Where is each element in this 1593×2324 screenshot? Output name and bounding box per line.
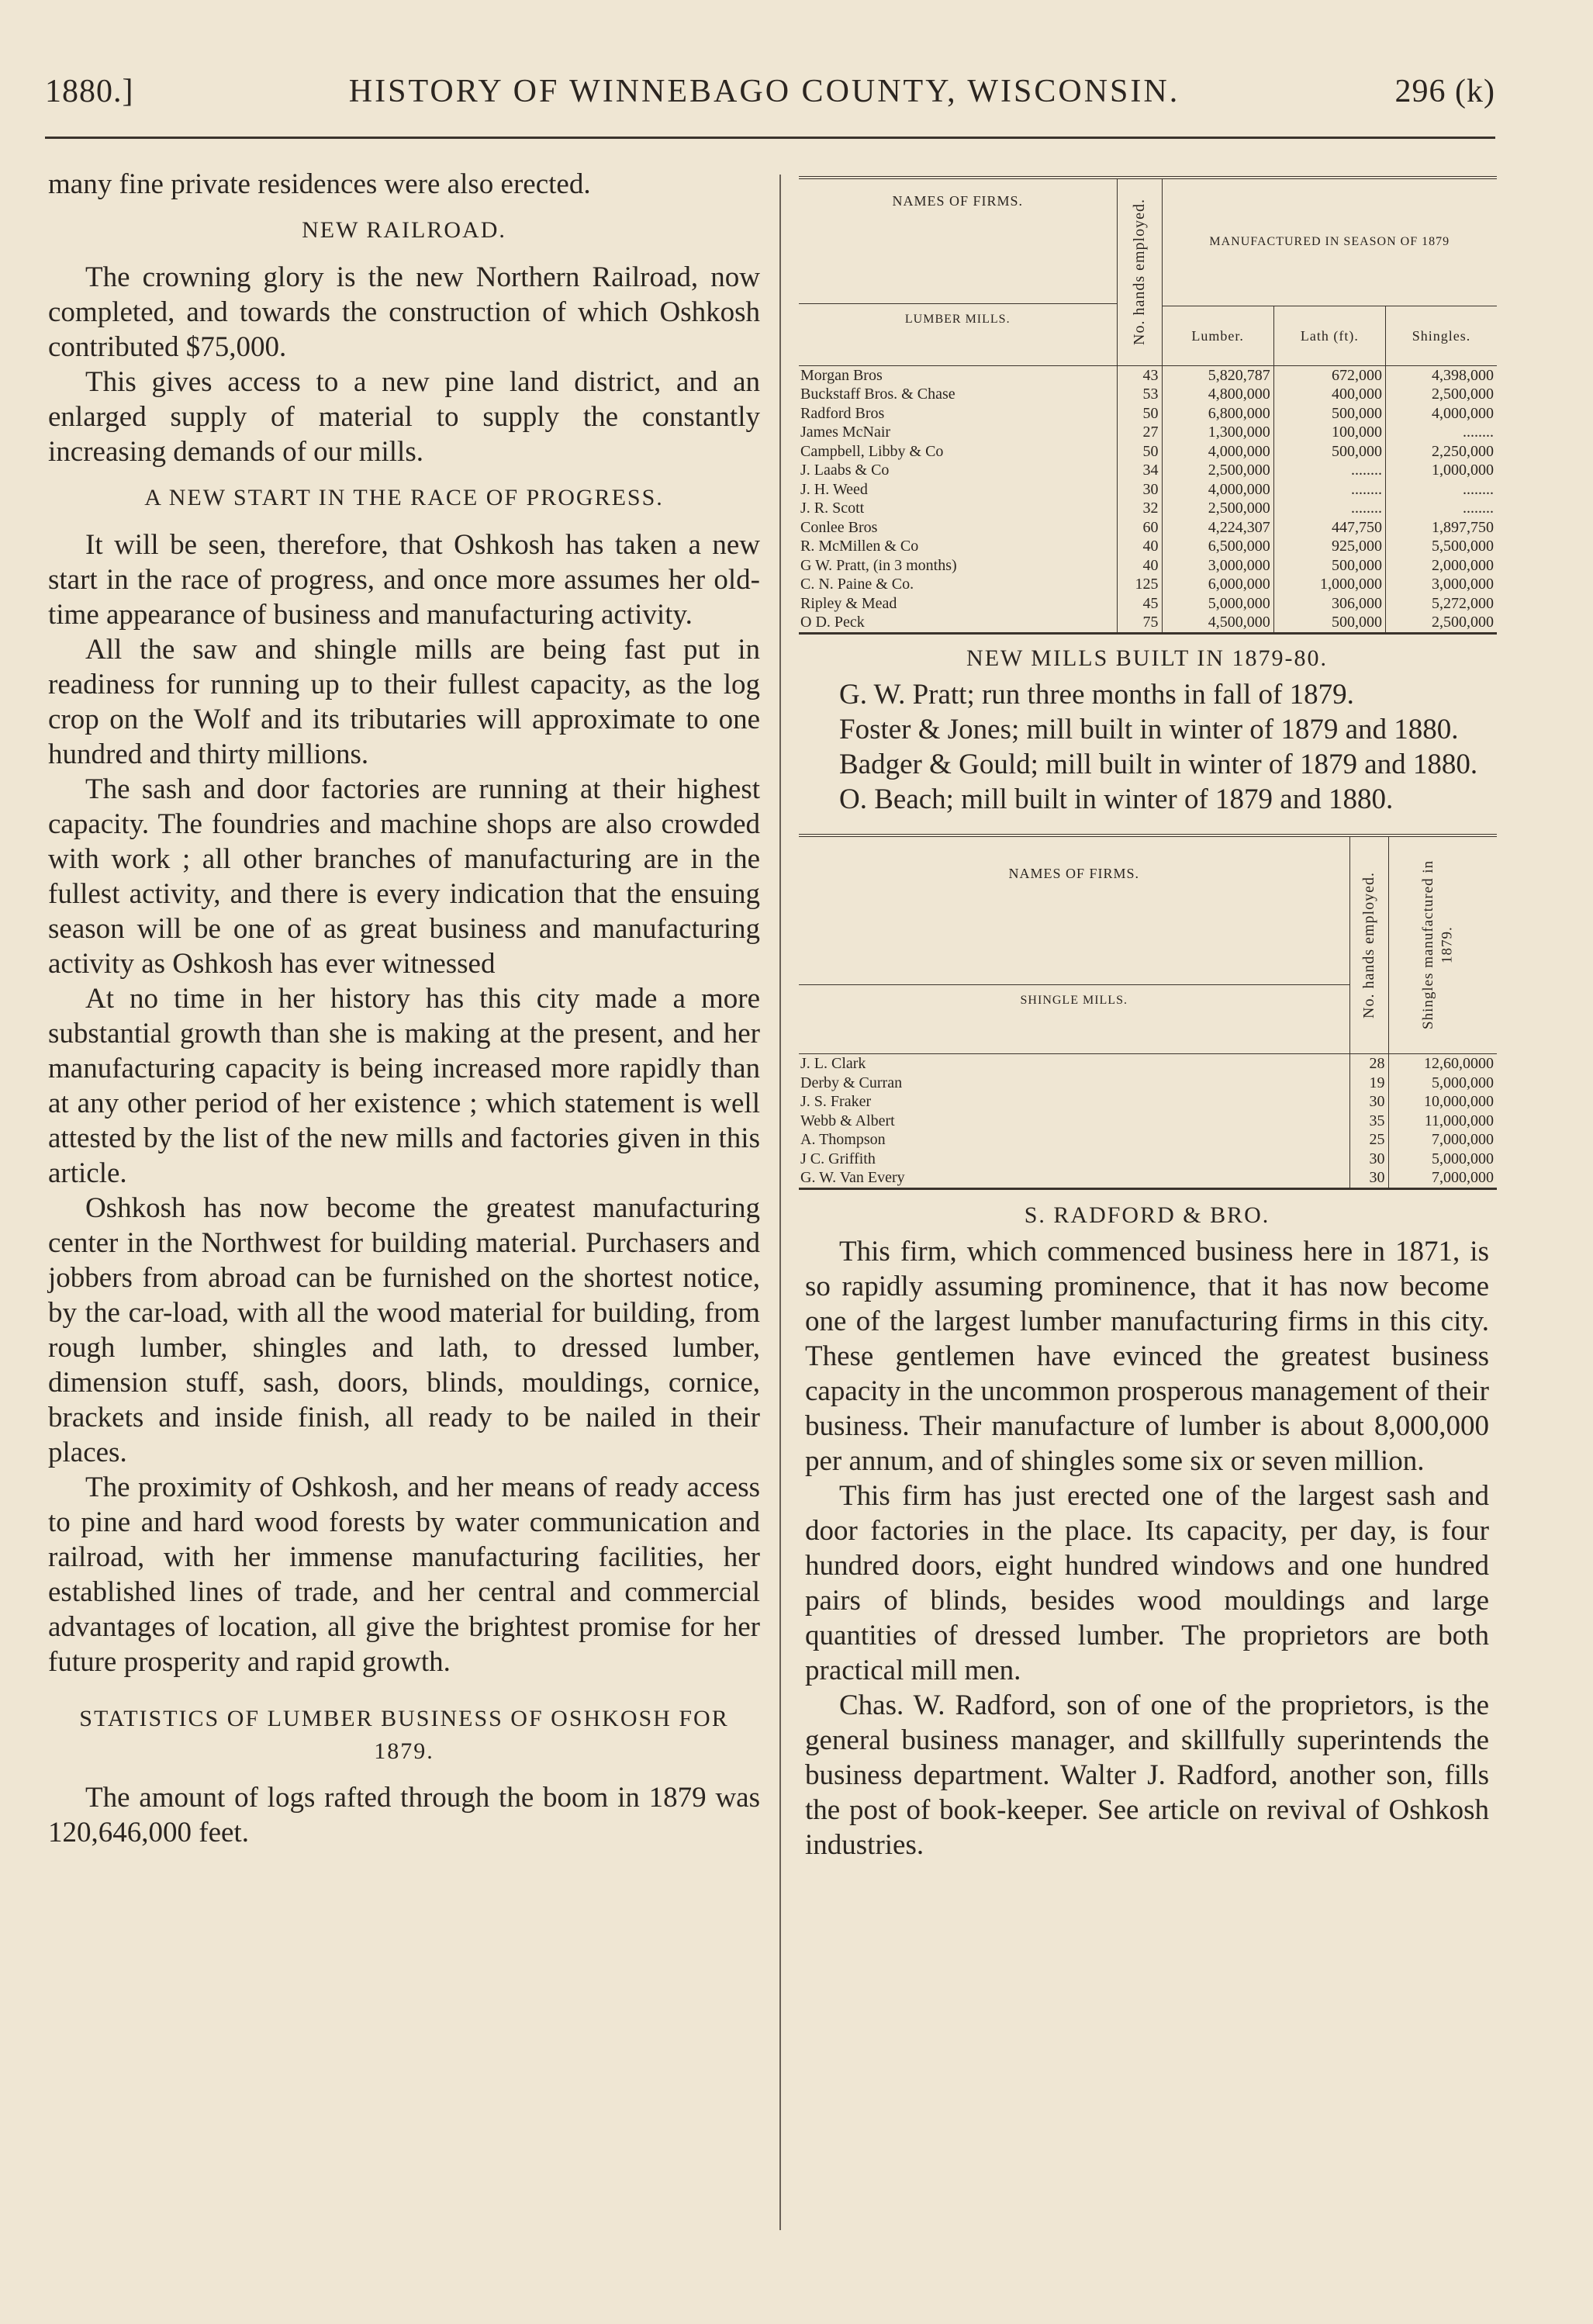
shingle-mills-table [799,834,1497,1190]
paragraph: Oshkosh has now become the greatest manufacturing center in the Northwest for building material. Purchasers and jobbers from abroad can be furnished on the shortest notice, by the car-load, with all the wood material for building, from rough lumber, shingles and lath, to dressed lumber, dimension stuff, sash, doors, blinds, mouldings, cornice, brackets and inside finish, all ready to be nailed in their places. [48,1192,760,1468]
lath-cell: ........ [1273,461,1385,480]
shingles-cell: 1,897,750 [1386,518,1497,538]
lumber-cell: 2,500,000 [1162,461,1273,480]
lumber-cell: 4,000,000 [1162,442,1273,462]
shingle-firm-cell: J. L. Clark [800,1055,866,1072]
shingle-firm-cell: J C. Griffith [800,1150,876,1167]
heading-new-mills: NEW MILLS BUILT IN 1879-80. [966,645,1328,671]
lumber-cell: 5,820,787 [1162,365,1273,385]
lumber-cell: 1,300,000 [1162,423,1273,442]
lumber-firm-cell: James McNair [800,424,891,441]
shingles-cell: 2,000,000 [1386,556,1497,576]
heading-statistics: STATISTICS OF LUMBER BUSINESS OF OSHKOSH FOR 1879. [79,1706,729,1764]
hands-cell: 27 [1117,423,1162,442]
paragraph: Badger & Gould; mill built in winter of 1879 and 1880. [839,748,1478,780]
hands-cell: 30 [1349,1150,1388,1169]
lath-cell: 500,000 [1273,404,1385,424]
table-row [799,423,1497,442]
hands-cell: 25 [1349,1130,1388,1150]
table-row [799,365,1497,385]
table-row [799,461,1497,480]
shingles-cell: 2,500,000 [1386,385,1497,404]
shingles-header: Shingles manufactured in 1879. [1420,860,1456,1030]
shingles-cell: 5,500,000 [1386,537,1497,556]
lumber-cell: 4,500,000 [1162,613,1273,632]
lumber-mills-table [799,176,1497,635]
lumber-firm-cell: Radford Bros [800,404,885,422]
lumber-cell: 4,000,000 [1162,480,1273,500]
shingles-cell: 5,000,000 [1388,1150,1497,1169]
lumber-firm-cell: Conlee Bros [800,518,878,536]
shingles-cell: 5,000,000 [1388,1074,1497,1093]
paragraph: At no time in her history has this city made a more substantial growth than she is making at the present, and her manufacturing capacity is being increased more rapidly than at any other period of her existence ; which statement is well attested by the list of the new mills and factories given in this article. [48,983,760,1189]
paragraph: It will be seen, therefore, that Oshkosh has taken a new start in the race of progress, and once more assumes her old-time appearance of business and manufacturing activity. [48,529,760,631]
table-row [799,594,1497,614]
table-row [799,404,1497,424]
paragraph: All the saw and shingle mills are being fast put in readiness for running up to their fullest capacity, as the log crop on the Wolf and its tributaries will approximate to one hundred and thirty millions. [48,634,760,770]
lumber-cell: 4,800,000 [1162,385,1273,404]
shingle-mills-subheader: SHINGLE MILLS. [799,984,1349,1011]
right-column [799,167,1497,1862]
shingles-cell: ........ [1386,499,1497,518]
hands-cell: 28 [1349,1054,1388,1074]
shingles-cell: 10,000,000 [1388,1092,1497,1112]
lath-cell: 447,750 [1273,518,1385,538]
table-row [799,1150,1497,1169]
shingle-firm-cell: J. S. Fraker [800,1093,872,1110]
lath-cell: 306,000 [1273,594,1385,614]
table-row [799,537,1497,556]
hands-cell: 43 [1117,365,1162,385]
table-row [799,1112,1497,1131]
lumber-firm-cell: Buckstaff Bros. & Chase [800,386,955,403]
shingle-firm-cell: G. W. Van Every [800,1169,905,1186]
table-row [799,1074,1497,1093]
table-row [799,480,1497,500]
lumber-mills-subheader: LUMBER MILLS. [799,303,1117,330]
lumber-firm-cell: C. N. Paine & Co. [800,576,914,593]
hands-cell: 125 [1117,575,1162,594]
paragraph: G. W. Pratt; run three months in fall of 1879. [839,678,1354,711]
paragraph: The amount of logs rafted through the boom in 1879 was 120,646,000 feet. [48,1782,760,1848]
lath-cell: 400,000 [1273,385,1385,404]
hands-cell: 50 [1117,404,1162,424]
header-rule [45,137,1495,139]
paragraph: This gives access to a new pine land district, and an enlarged supply of material to supply the constantly increasing demands of our mills. [48,366,760,468]
hands-cell: 32 [1117,499,1162,518]
hands-cell: 40 [1117,537,1162,556]
hands-cell: 45 [1117,594,1162,614]
hands-cell: 60 [1117,518,1162,538]
shingle-firm-cell: A. Thompson [800,1131,886,1148]
table-row [799,613,1497,632]
shingles-cell: 1,000,000 [1386,461,1497,480]
lumber-cell: 4,224,307 [1162,518,1273,538]
heading-new-start: A NEW START IN THE RACE OF PROGRESS. [144,485,664,510]
new-mills-section [799,641,1497,817]
paragraph: The sash and door factories are running at their highest capacity. The foundries and machine shops are also crowded with work ; all other branches of manufacturing are in the fullest activity, and there is every indication that the ensuing season will be one of as great business and manufacturing activity as Oshkosh has ever witnessed [48,773,760,980]
shingles-cell: 5,272,000 [1386,594,1497,614]
page-number: 296 (k) [1394,74,1495,109]
shingle-firm-cell: Webb & Albert [800,1112,895,1129]
header-title: HISTORY OF WINNEBAGO COUNTY, WISCONSIN. [348,74,1180,109]
table-row [799,499,1497,518]
col-lath: Lath (ft). [1273,306,1385,365]
table-row [799,556,1497,576]
paragraph: Chas. W. Radford, son of one of the proprietors, is the general business manager, and skillfully superintends the business department. Walter J. Radford, another son, fills the post of book-keeper. See article on revival of Oshkosh industries. [805,1689,1489,1861]
table-row [799,1054,1497,1074]
lumber-firm-cell: Morgan Bros [800,366,883,384]
lath-cell: 500,000 [1273,613,1385,632]
names-of-firms-header: NAMES OF FIRMS. [1008,866,1140,882]
lumber-firm-cell: J. Laabs & Co [800,462,890,479]
lath-cell: 672,000 [1273,365,1385,385]
heading-radford: S. RADFORD & BRO. [1024,1202,1270,1228]
hands-employed-header: No. hands employed. [1360,871,1377,1018]
lumber-firm-cell: Ripley & Mead [800,594,897,612]
shingles-cell: ........ [1386,480,1497,500]
lumber-cell: 6,000,000 [1162,575,1273,594]
hands-cell: 30 [1349,1168,1388,1188]
table-row [799,385,1497,404]
lath-cell: 500,000 [1273,442,1385,462]
table-row [799,1168,1497,1188]
hands-cell: 50 [1117,442,1162,462]
hands-cell: 75 [1117,613,1162,632]
shingles-cell: 11,000,000 [1388,1112,1497,1131]
lath-cell: ........ [1273,480,1385,500]
lath-cell: 925,000 [1273,537,1385,556]
lath-cell: 500,000 [1273,556,1385,576]
table-row [799,1092,1497,1112]
lath-cell: 1,000,000 [1273,575,1385,594]
lumber-cell: 6,800,000 [1162,404,1273,424]
hands-cell: 30 [1117,480,1162,500]
hands-cell: 35 [1349,1112,1388,1131]
shingles-cell: ........ [1386,423,1497,442]
header-year: 1880.] [45,74,134,109]
table-row [799,442,1497,462]
hands-cell: 30 [1349,1092,1388,1112]
shingles-cell: 12,60,0000 [1388,1054,1497,1074]
lumber-firm-cell: R. McMillen & Co [800,538,919,555]
shingles-cell: 2,250,000 [1386,442,1497,462]
table-row [799,575,1497,594]
season-header: MANUFACTURED IN SEASON OF 1879 [1162,179,1497,306]
shingles-cell: 4,000,000 [1386,404,1497,424]
intro-text: many fine private residences were also erected. [48,168,591,200]
paragraph: Foster & Jones; mill built in winter of 1879 and 1880. [839,713,1459,745]
lath-cell: ........ [1273,499,1385,518]
paragraph: This firm has just erected one of the largest sash and door factories in the place. Its capacity, per day, is four hundred doors, eight hundred windows and one hundred pairs of blinds, besides wood mouldings and large quantities of dressed lumber. The proprietors are both practical mill men. [805,1479,1489,1686]
lumber-cell: 5,000,000 [1162,594,1273,614]
lath-cell: 100,000 [1273,423,1385,442]
lumber-cell: 6,500,000 [1162,537,1273,556]
paragraph: The crowning glory is the new Northern Railroad, now completed, and towards the construction of which Oshkosh contributed $75,000. [48,261,760,363]
left-column [48,167,760,1850]
lumber-firm-cell: J. R. Scott [800,500,865,517]
table-row [799,1130,1497,1150]
column-divider [779,175,781,2230]
lumber-firm-cell: Campbell, Libby & Co [800,442,944,460]
lumber-firm-cell: O D. Peck [800,614,865,631]
radford-section [799,1198,1497,1862]
hands-cell: 40 [1117,556,1162,576]
hands-cell: 19 [1349,1074,1388,1093]
shingles-cell: 7,000,000 [1388,1130,1497,1150]
hands-cell: 53 [1117,385,1162,404]
lumber-firm-cell: G W. Pratt, (in 3 months) [800,556,957,574]
shingles-cell: 7,000,000 [1388,1168,1497,1188]
heading-new-railroad: NEW RAILROAD. [302,217,506,243]
lumber-cell: 2,500,000 [1162,499,1273,518]
table-row [799,518,1497,538]
shingle-firm-cell: Derby & Curran [800,1074,903,1091]
shingles-cell: 3,000,000 [1386,575,1497,594]
col-lumber: Lumber. [1162,306,1273,365]
hands-cell: 34 [1117,461,1162,480]
shingles-cell: 4,398,000 [1386,365,1497,385]
paragraph: This firm, which commenced business here in 1871, is so rapidly assuming prominence, that it has now become one of the largest lumber manufacturing firms in this city. These gentlemen have evinced the greatest business capacity in the uncommon prosperous management of their business. Their manufacture of lumber is about 8,000,000 per annum, and of shingles some six or seven million. [805,1235,1489,1477]
lumber-firm-cell: J. H. Weed [800,480,868,498]
paragraph: The proximity of Oshkosh, and her means of ready access to pine and hard wood forests by water communication and railroad, with her immense manufacturing facilities, her established lines of trade, and her central and commercial advantages of location, all give the brightest promise for her future prosperity and rapid growth. [48,1472,760,1678]
shingles-cell: 2,500,000 [1386,613,1497,632]
names-of-firms-header: NAMES OF FIRMS. [892,192,1024,209]
col-shingles: Shingles. [1386,306,1497,365]
paragraph: O. Beach; mill built in winter of 1879 and 1880. [839,783,1394,815]
lumber-cell: 3,000,000 [1162,556,1273,576]
hands-employed-header: No. hands employed. [1130,199,1148,346]
page-header [45,68,1495,115]
